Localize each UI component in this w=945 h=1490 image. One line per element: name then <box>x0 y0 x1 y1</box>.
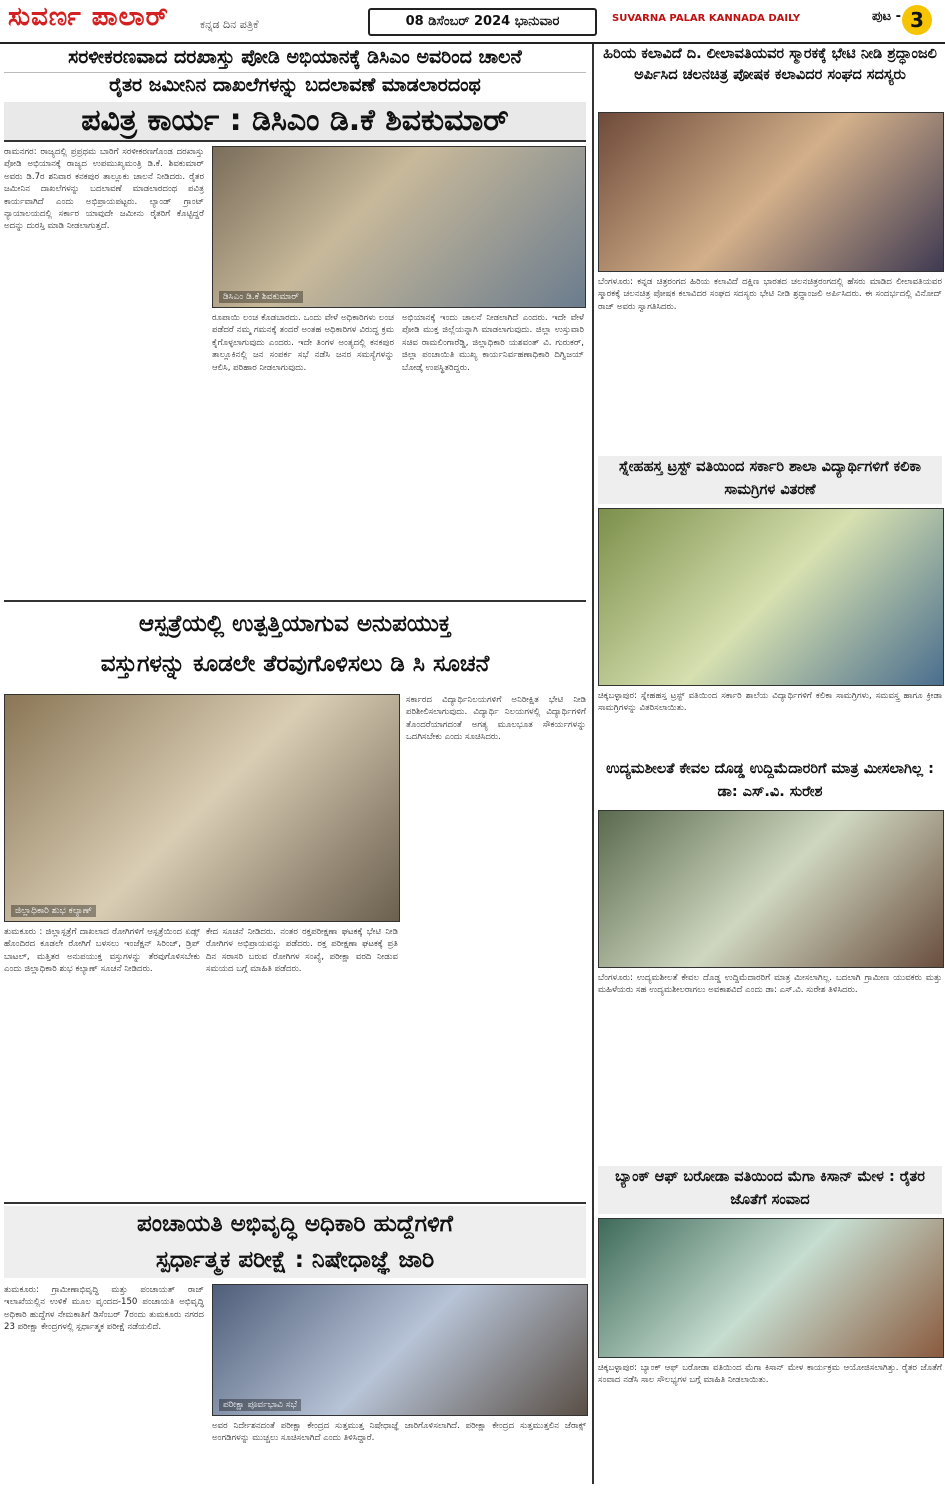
panchayat-headline-line2: ಸ್ಪರ್ಧಾತ್ಮಕ ಪರೀಕ್ಷೆ : ನಿಷೇಧಾಜ್ಞೆ ಜಾರಿ <box>155 1247 435 1273</box>
panchayat-text-col1: ತುಮಕೂರು: ಗ್ರಾಮೀಣಾಭಿವೃದ್ಧಿ ಮತ್ತು ಪಂಚಾಯತ್ ರಾಜ್ ಇಲಾಖೆಯಲ್ಲಿನ ಉಳಿಕೆ ಮೂಲ ವೃಂದದ-150 ಪಂಚಾಯತಿ ಅಭಿವೃದ್ಧಿ ಅಧಿಕಾರಿ ಹುದ್ದೆಗಳ ನೇಮಕಾತಿಗೆ ಡಿಸೆಂಬರ್ 7ರಂದು ತುಮಕೂರು ನಗರದ 23 ಪರೀಕ್ಷಾ ಕೇಂದ್ರಗಳಲ್ಲಿ ಸ್ಪರ್ಧಾತ್ಮಕ ಪರೀಕ್ಷೆ ನಡೆಯಲಿದೆ. <box>4 1285 204 1333</box>
lead-text-col2: ರೂಪಾಯಿ ಲಂಚ ಕೊಡಬಾರದು. ಒಂದು ವೇಳೆ ಅಧಿಕಾರಿಗಳು ಲಂಚ ಪಡೆದರೆ ನಮ್ಮ ಗಮನಕ್ಕೆ ತಂದರೆ ಅಂತಹ ಅಧಿಕಾರಿಗಳ ವಿರುದ್ಧ ಕ್ರಮ ಕೈಗೊಳ್ಳಲಾಗುವುದು ಎಂದರು. ಇದೇ ತಿಂಗಳ ಅಂತ್ಯದಲ್ಲಿ ಕನಕಪುರ ತಾಲ್ಲೂಕಿನಲ್ಲಿ ಜನ ಸಂಪರ್ಕ ಸಭೆ ನಡೆಸಿ ಜನರ ಸಮಸ್ಯೆಗಳನ್ನು ಆಲಿಸಿ, ಪರಿಹಾರ ನೀಡಲಾಗುವುದು. <box>212 313 394 373</box>
newspaper-subtitle: ಕನ್ನಡ ದಿನ ಪತ್ರಿಕೆ <box>200 18 259 31</box>
hospital-headline-line2: ವಸ್ತುಗಳನ್ನು ಕೂಡಲೇ ತೆರವುಗೊಳಿಸಲು ಡಿ ಸಿ ಸೂಚನೆ <box>100 651 490 677</box>
hospital-headline-line1: ಆಸ್ಪತ್ರೆಯಲ್ಲಿ ಉತ್ಪತ್ತಿಯಾಗುವ ಅನುಪಯುಕ್ತ <box>138 611 452 637</box>
section-divider <box>4 1202 586 1204</box>
right-story4-photo <box>598 1218 944 1358</box>
hospital-photo <box>4 694 400 922</box>
panchayat-headline-line1: ಪಂಚಾಯತಿ ಅಭಿವೃದ್ಧಿ ಅಧಿಕಾರಿ ಹುದ್ದೆಗಳಿಗೆ <box>137 1211 453 1237</box>
hospital-text-col1: ತುಮಕೂರು : ಜಿಲ್ಲಾಸ್ಪತ್ರೆಗೆ ದಾಖಲಾದ ರೋಗಿಗಳಿಗೆ ಆಸ್ಪತ್ರೆಯಿಂದ ಏಡ್ಸ್ ಹೊಂದಿರದ ಕೂಡಲೇ ರೋಗಿಗೆ ಬಳಸಲು ಇಂಜೆಕ್ಷನ್ ಸಿರಿಂಜ್, ಡ್ರಿಪ್ ಬಾಟಲ್, ಮತ್ತಿತರ ಅನುಪಯುಕ್ತ ವಸ್ತುಗಳನ್ನು ತೆರವುಗೊಳಿಸಬೇಕು ಎಂದು ಜಿಲ್ಲಾಧಿಕಾರಿ ಶುಭ ಕಲ್ಯಾಣ್ ಸೂಚನೆ ನೀಡಿದರು. <box>4 927 200 975</box>
panchayat-photo <box>212 1284 588 1416</box>
section-divider <box>4 600 586 602</box>
newspaper-title: ಸುವರ್ಣ ಪಾಲಾರ್ <box>8 2 169 32</box>
lead-photo <box>212 146 586 308</box>
hospital-text-col3: ಸರ್ಕಾರದ ವಿದ್ಯಾರ್ಥಿನಿಲಯಗಳಿಗೆ ಅನಿರೀಕ್ಷಿತ ಭೇಟಿ ನೀಡಿ ಪರಿಶೀಲಿಸಲಾಗುವುದು. ವಿದ್ಯಾರ್ಥಿ ನಿಲಯಗಳಲ್ಲಿ ವಿದ್ಯಾರ್ಥಿಗಳಿಗೆ ತೊಂದರೆಯಾಗದಂತೆ ಅಗತ್ಯ ಮೂಲಭೂತ ಸೌಕರ್ಯಗಳನ್ನು ಒದಗಿಸಬೇಕು ಎಂದು ಸೂಚಿಸಿದರು. <box>406 695 586 743</box>
column-divider <box>592 44 594 1484</box>
hospital-photo-caption: ಜಿಲ್ಲಾಧಿಕಾರಿ ಶುಭ ಕಲ್ಯಾಣ್ <box>11 905 96 917</box>
masthead <box>0 0 945 44</box>
panchayat-headline <box>4 1206 586 1278</box>
right-story3-headline: ಉದ್ಯಮಶೀಲತೆ ಕೇವಲ ದೊಡ್ಡ ಉದ್ದಿಮೆದಾರರಿಗೆ ಮಾತ್ರ ಮೀಸಲಾಗಿಲ್ಲ : ಡಾ: ಎಸ್.ವಿ. ಸುರೇಶ <box>606 761 934 800</box>
lead-kicker-1: ಸರಳೀಕರಣವಾದ ದರಖಾಸ್ತು ಪೋಡಿ ಅಭಿಯಾನಕ್ಕೆ ಡಿಸಿಎಂ ಅವರಿಂದ ಚಾಲನೆ <box>4 46 586 73</box>
panchayat-photo-caption: ಪರೀಕ್ಷಾ ಪೂರ್ವಭಾವಿ ಸಭೆ <box>219 1399 301 1411</box>
page-label: ಪುಟ - <box>872 9 901 24</box>
right-story3-photo <box>598 810 944 968</box>
lead-photo-caption: ಡಿಸಿಎಂ ಡಿ.ಕೆ ಶಿವಕುಮಾರ್ <box>219 291 303 303</box>
lead-text-col3: ಅಭಿಯಾನಕ್ಕೆ ಇಂದು ಚಾಲನೆ ನೀಡಲಾಗಿದೆ ಎಂದರು. ಇದೇ ವೇಳೆ ಪೋಡಿ ಮುಕ್ತ ಜಿಲ್ಲೆಯನ್ನಾಗಿ ಮಾಡಲಾಗುವುದು. ಜಿಲ್ಲಾ ಉಸ್ತುವಾರಿ ಸಚಿವ ರಾಮಲಿಂಗಾರೆಡ್ಡಿ, ಜಿಲ್ಲಾಧಿಕಾರಿ ಯಶವಂತ್ ವಿ. ಗುರುಕರ್, ಜಿಲ್ಲಾ ಪಂಚಾಯಿತಿ ಮುಖ್ಯ ಕಾರ್ಯನಿರ್ವಹಣಾಧಿಕಾರಿ ದಿಗ್ವಿಜಯ್ ಬೋಡ್ಕೆ ಉಪಸ್ಥಿತರಿದ್ದರು. <box>402 313 584 373</box>
page-number: 3 <box>902 5 932 35</box>
panchayat-text-col3: ಅವರ ನಿರ್ದೇಶನದಂತೆ ಪರೀಕ್ಷಾ ಕೇಂದ್ರದ ಸುತ್ತಮುತ್ತ ನಿಷೇಧಾಜ್ಞೆ ಜಾರಿಗೊಳಿಸಲಾಗಿದೆ. ಪರೀಕ್ಷಾ ಕೇಂದ್ರದ ಸುತ್ತಮುತ್ತಲಿನ ಜೆರಾಕ್ಸ್ ಅಂಗಡಿಗಳನ್ನು ಮುಚ್ಚಲು ಸೂಚಿಸಲಾಗಿದೆ ಎಂದು ತಿಳಿಸಿದ್ದಾರೆ. <box>212 1421 586 1444</box>
hospital-text-col2: ಕೇದ ಸೂಚನೆ ನೀಡಿದರು. ನಂತರ ರಕ್ತಪರೀಕ್ಷಣಾ ಘಟಕಕ್ಕೆ ಭೇಟಿ ನೀಡಿ ರೋಗಿಗಳ ಅಭಿಪ್ರಾಯವನ್ನು ಪಡೆದರು. ರಕ್ತ ಪರೀಕ್ಷಣಾ ಘಟಕಕ್ಕೆ ಪ್ರತಿ ದಿನ ಸರಾಸರಿ ಬರುವ ರೋಗಿಗಳ ಸಂಖ್ಯೆ, ಪರೀಕ್ಷಾ ವರದಿ ನೀಡುವ ಸಮಯದ ಬಗ್ಗೆ ಮಾಹಿತಿ ಪಡೆದರು. <box>206 927 398 975</box>
right-story4-text: ಚಿಕ್ಕಬಳ್ಳಾಪುರ: ಬ್ಯಾಂಕ್ ಆಫ್ ಬರೋಡಾ ವತಿಯಿಂದ ಮೆಗಾ ಕಿಸಾನ್ ಮೇಳ ಕಾರ್ಯಕ್ರಮ ಆಯೋಜಿಸಲಾಗಿತ್ತು. ರೈತರ ಜೊತೆಗೆ ಸಂವಾದ ನಡೆಸಿ ಸಾಲ ಸೌಲಭ್ಯಗಳ ಬಗ್ಗೆ ಮಾಹಿತಿ ನೀಡಲಾಯಿತು. <box>598 1363 942 1386</box>
hospital-headline <box>4 604 586 690</box>
issue-date: 08 ಡಿಸೆಂಬರ್ 2024 ಭಾನುವಾರ <box>368 8 597 36</box>
english-title: SUVARNA PALAR KANNADA DAILY <box>612 13 801 24</box>
lead-headline: ಪವಿತ್ರ ಕಾರ್ಯ : ಡಿಸಿಎಂ ಡಿ.ಕೆ ಶಿವಕುಮಾರ್ <box>4 102 586 142</box>
right-story4-headline: ಬ್ಯಾಂಕ್ ಆಫ್ ಬರೋಡಾ ವತಿಯಿಂದ ಮೆಗಾ ಕಿಸಾನ್ ಮೇಳ : ರೈತರ ಜೊತೆಗೆ ಸಂವಾದ <box>598 1166 942 1214</box>
right-story2-headline: ಸ್ನೇಹಹಸ್ತ ಟ್ರಸ್ಟ್ ವತಿಯಿಂದ ಸರ್ಕಾರಿ ಶಾಲಾ ವಿದ್ಯಾರ್ಥಿಗಳಿಗೆ ಕಲಿಕಾ ಸಾಮಗ್ರಿಗಳ ವಿತರಣೆ <box>598 456 942 504</box>
lead-kicker-2: ರೈತರ ಜಮೀನಿನ ದಾಖಲೆಗಳನ್ನು ಬದಲಾವಣೆ ಮಾಡಲಾರದಂಥ <box>109 74 481 96</box>
lead-text-col1: ರಾಮನಗರ: ರಾಜ್ಯದಲ್ಲಿ ಪ್ರಪ್ರಥಮ ಬಾರಿಗೆ ಸರಳೀಕರಣಗೊಂಡ ದರಖಾಸ್ತು ಪೋಡಿ ಅಭಿಯಾನಕ್ಕೆ ರಾಜ್ಯದ ಉಪಮುಖ್ಯಮಂತ್ರಿ ಡಿ.ಕೆ. ಶಿವಕುಮಾರ್ ಅವರು ಡಿ.7ರ ಶನಿವಾರ ಕನಕಪುರ ತಾಲ್ಲೂಕು ಚಾಲನೆ ನೀಡಿದರು. ರೈತರ ಜಮೀನಿನ ದಾಖಲೆಗಳನ್ನು ಬದಲಾವಣೆ ಮಾಡಲಾರದಂಥ ಪವಿತ್ರ ಕಾರ್ಯವಾಗಿದೆ ಎಂದು ಅಭಿಪ್ರಾಯಪಟ್ಟರು. ಲ್ಯಾಂಡ್ ಗ್ರಾಂಟ್ ನ್ಯಾಯಾಲಯದಲ್ಲಿ ಸರ್ಕಾರ ಯಾವುದೇ ಜಮೀನು ರೈತರಿಗೆ ಕೊಟ್ಟಿದ್ದರೆ ಅದನ್ನು ದುರಸ್ತಿ ಮಾಡಿ ನೀಡಲಾಗುತ್ತದೆ. <box>4 147 204 232</box>
right-story1-photo <box>598 112 944 272</box>
right-story1-headline: ಹಿರಿಯ ಕಲಾವಿದೆ ದಿ. ಲೀಲಾವತಿಯವರ ಸ್ಮಾರಕಕ್ಕೆ ಭೇಟಿ ನೀಡಿ ಶ್ರದ್ಧಾಂಜಲಿ ಅರ್ಪಿಸಿದ ಚಲನಚಿತ್ರ ಪೋಷಕ ಕಲಾವಿದರ ಸಂಘದ ಸದಸ್ಯರು <box>603 46 937 83</box>
right-story1-text: ಬೆಂಗಳೂರು: ಕನ್ನಡ ಚಿತ್ರರಂಗದ ಹಿರಿಯ ಕಲಾವಿದೆ ದಕ್ಷಿಣ ಭಾರತದ ಚಲನಚಿತ್ರರಂಗದಲ್ಲಿ ಹೆಸರು ಮಾಡಿದ ಲೀಲಾವತಿಯವರ ಸ್ಮಾರಕಕ್ಕೆ ಚಲನಚಿತ್ರ ಪೋಷಕ ಕಲಾವಿದರ ಸಂಘದ ಸದಸ್ಯರು ಭೇಟಿ ನೀಡಿ ಶ್ರದ್ಧಾಂಜಲಿ ಅರ್ಪಿಸಿದರು. ಈ ಸಂದರ್ಭದಲ್ಲಿ ವಿನೋದ್ ರಾಜ್ ಅವರು ಸ್ವಾಗತಿಸಿದರು. <box>598 277 942 312</box>
right-story2-text: ಚಿಕ್ಕಬಳ್ಳಾಪುರ: ಸ್ನೇಹಹಸ್ತ ಟ್ರಸ್ಟ್ ವತಿಯಿಂದ ಸರ್ಕಾರಿ ಶಾಲೆಯ ವಿದ್ಯಾರ್ಥಿಗಳಿಗೆ ಕಲಿಕಾ ಸಾಮಗ್ರಿಗಳು, ಸಮವಸ್ತ್ರ ಹಾಗೂ ಕ್ರೀಡಾ ಸಾಮಗ್ರಿಗಳನ್ನು ವಿತರಿಸಲಾಯಿತು. <box>598 691 942 714</box>
right-story2-photo <box>598 508 944 686</box>
right-story3-text: ಬೆಂಗಳೂರು: ಉದ್ಯಮಶೀಲತೆ ಕೇವಲ ದೊಡ್ಡ ಉದ್ದಿಮೆದಾರರಿಗೆ ಮಾತ್ರ ಮೀಸಲಾಗಿಲ್ಲ. ಬದಲಾಗಿ ಗ್ರಾಮೀಣ ಯುವಕರು ಮತ್ತು ಮಹಿಳೆಯರು ಸಹ ಉದ್ಯಮಶೀಲರಾಗಲು ಅವಕಾಶವಿದೆ ಎಂದು ಡಾ: ಎಸ್.ವಿ. ಸುರೇಶ ತಿಳಿಸಿದರು. <box>598 973 942 996</box>
